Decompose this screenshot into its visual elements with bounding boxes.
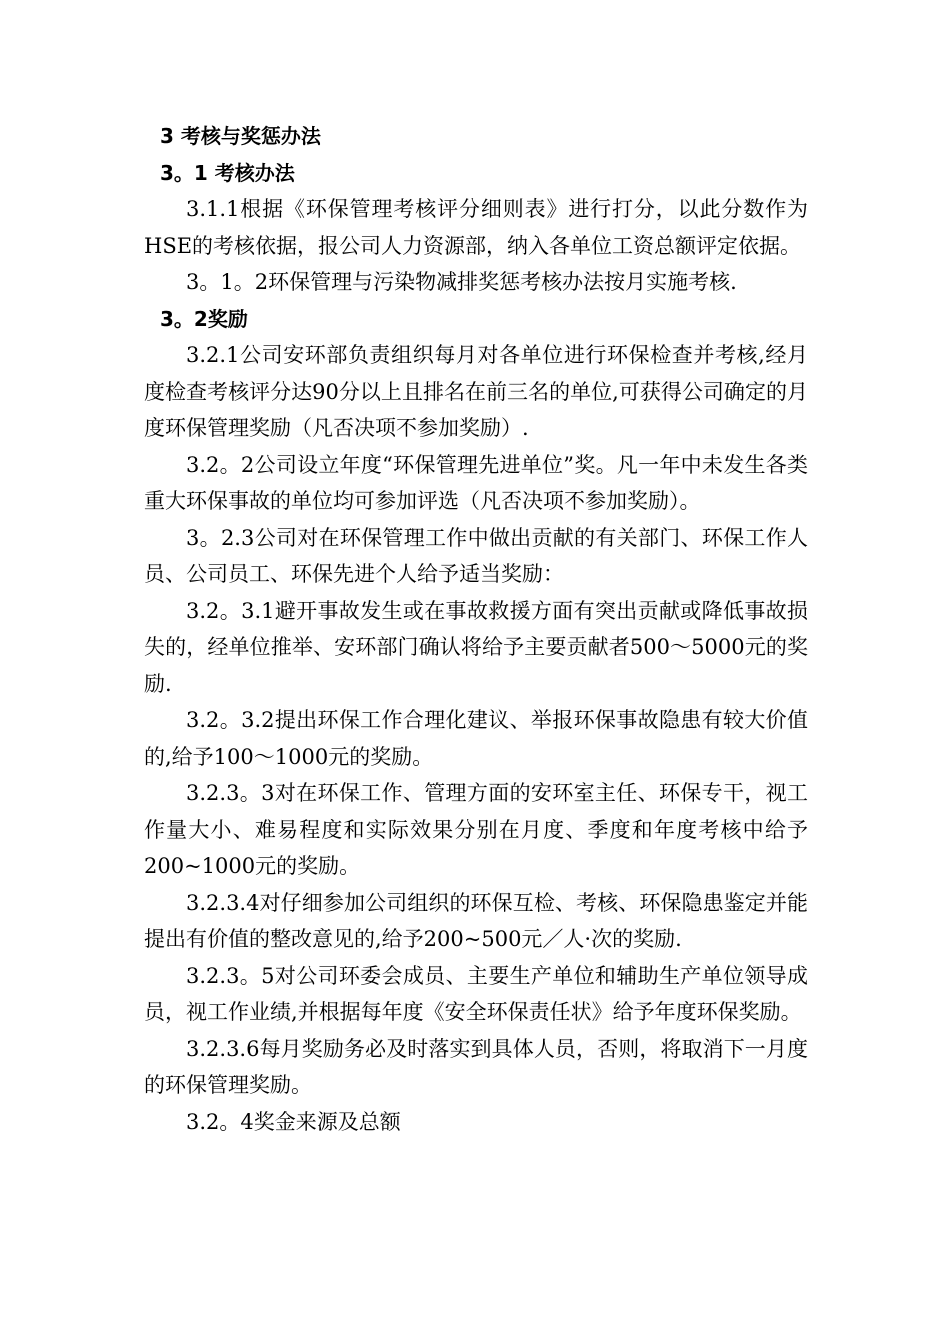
paragraph: 3.2。2公司设立年度“环保管理先进单位”奖。凡一年中未发生各类重大环保事故的单位均可参加评选（凡否决项不参加奖励）。 bbox=[144, 452, 808, 513]
subsection-heading: 3。1 考核办法 bbox=[160, 160, 295, 185]
paragraph: 3。1。2环保管理与污染物减排奖惩考核办法按月实施考核. bbox=[186, 270, 737, 294]
paragraph: 3.2.1公司安环部负责组织每月对各单位进行环保检查并考核,经月度检查考核评分达90分以上且排名在前三名的单位,可获得公司确定的月度环保管理奖励（凡否决项不参加奖励）. bbox=[144, 343, 808, 440]
document-body bbox=[144, 118, 808, 1140]
paragraph: 3。2.3公司对在环保管理工作中做出贡献的有关部门、环保工作人员、公司员工、环保先进个人给予适当奖励： bbox=[144, 525, 808, 586]
section-heading: 3 考核与奖惩办法 bbox=[160, 124, 321, 148]
paragraph: 3.2.3.6每月奖励务必及时落实到具体人员，否则，将取消下一月度的环保管理奖励。 bbox=[144, 1036, 808, 1097]
paragraph: 3.2。4奖金来源及总额 bbox=[186, 1109, 401, 1134]
paragraph: 3.2。3.2提出环保工作合理化建议、举报环保事故隐患有较大价值的,给予100～1000元的奖励。 bbox=[144, 708, 808, 769]
paragraph: 3.1.1根据《环保管理考核评分细则表》进行打分，以此分数作为HSE的考核依据，报公司人力资源部，纳入各单位工资总额评定依据。 bbox=[144, 197, 808, 258]
paragraph: 3.2.3。3对在环保工作、管理方面的安环室主任、环保专干，视工作量大小、难易程度和实际效果分别在月度、季度和年度考核中给予200~1000元的奖励。 bbox=[144, 781, 808, 878]
subsection-heading: 3。2奖励 bbox=[160, 306, 248, 331]
paragraph: 3.2.3.4对仔细参加公司组织的环保互检、考核、环保隐患鉴定并能提出有价值的整改意见的,给予200~500元／人·次的奖励. bbox=[144, 890, 808, 951]
paragraph: 3.2.3。5对公司环委会成员、主要生产单位和辅助生产单位领导成员，视工作业绩,并根据每年度《安全环保责任状》给予年度环保奖励。 bbox=[144, 963, 808, 1024]
paragraph: 3.2。3.1避开事故发生或在事故救援方面有突出贡献或降低事故损失的，经单位推举、安环部门确认将给予主要贡献者500～5000元的奖励. bbox=[144, 598, 808, 696]
